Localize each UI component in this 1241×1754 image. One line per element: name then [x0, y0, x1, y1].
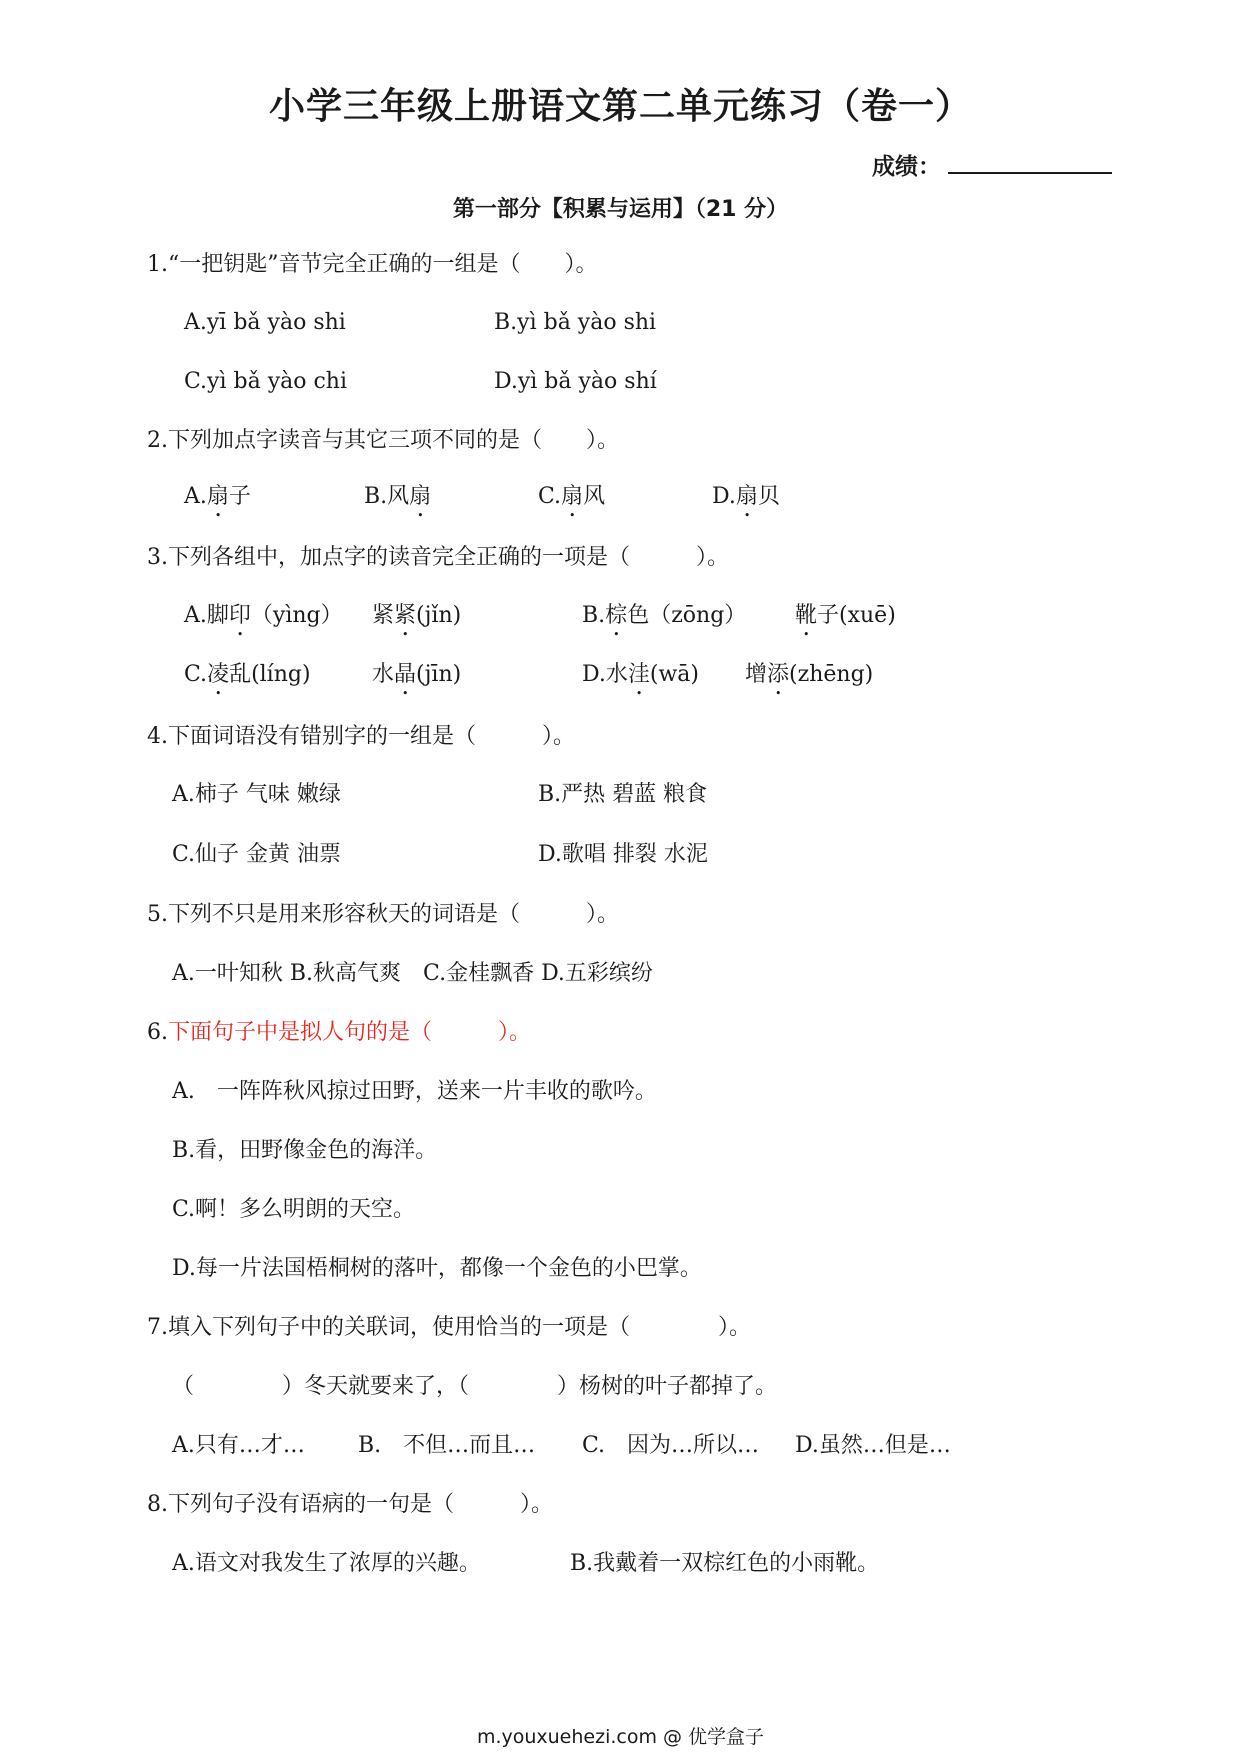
question-4-option-a: A.柿子 气味 嫩绿 — [172, 782, 341, 807]
question-1-stem: 1.“一把钥匙”音节完全正确的一组是（ ）。 — [147, 252, 598, 277]
question-8-stem: 8.下列句子没有语病的一句是（ ）。 — [147, 1492, 553, 1517]
dotted-char: 扇 — [561, 484, 584, 509]
question-8-option-b: B.我戴着一双棕红色的小雨靴。 — [570, 1551, 880, 1576]
question-5-options: A.一叶知秋 B.秋高气爽 C.金桂飘香 D.五彩缤纷 — [172, 961, 653, 986]
score-label: 成绩： — [872, 154, 941, 180]
section-title: 第一部分【积累与运用】（21 分） — [452, 197, 789, 222]
question-2-option-c: C.扇风 — [538, 484, 606, 509]
question-1-option-b: B.yì bǎ yào shi — [494, 310, 657, 335]
question-7-option-b: B. 不但…而且… — [358, 1433, 536, 1458]
question-3-option-d-1: D.水洼(wā) — [582, 662, 699, 687]
dotted-char: 洼 — [627, 662, 650, 687]
footer-watermark: m.youxuehezi.com @ 优学盒子 — [476, 1726, 765, 1748]
question-1-option-d: D.yì bǎ yào shí — [494, 369, 657, 394]
question-3-option-c-2: 水晶(jīn) — [372, 662, 462, 687]
question-4-option-d: D.歌唱 排裂 水泥 — [538, 842, 708, 867]
dotted-char: 扇 — [206, 484, 229, 509]
question-6-stem: 6.下面句子中是拟人句的是（ ）。 — [147, 1020, 532, 1045]
dotted-char: 棕 — [605, 603, 628, 628]
dotted-char: 扇 — [735, 484, 758, 509]
page-title: 小学三年级上册语文第二单元练习（卷一） — [268, 86, 972, 127]
question-4-option-c: C.仙子 金黄 油票 — [172, 842, 342, 867]
question-3-option-a-1: A.脚印（yìng） — [184, 603, 343, 628]
question-7-option-d: D.虽然…但是… — [795, 1433, 951, 1458]
question-3-option-a-2: 紧紧(jǐn) — [372, 603, 462, 628]
question-7-option-c: C. 因为…所以… — [582, 1433, 760, 1458]
question-6-option-a: A. 一阵阵秋风掠过田野，送来一片丰收的歌吟。 — [172, 1079, 657, 1104]
question-4-option-b: B.严热 碧蓝 粮食 — [538, 782, 708, 807]
dotted-char: 靴 — [795, 603, 818, 628]
question-6-option-c: C.啊！多么明朗的天空。 — [172, 1197, 416, 1222]
question-2-option-d: D.扇贝 — [712, 484, 780, 509]
dotted-char: 印 — [228, 603, 251, 628]
dotted-char: 添 — [767, 662, 790, 687]
question-6-option-d: D.每一片法国梧桐树的落叶，都像一个金色的小巴掌。 — [172, 1256, 702, 1281]
highlighted-text: 下面句子中是拟人句的是（ ）。 — [168, 1020, 532, 1045]
question-3-option-d-2: 增添(zhēng) — [745, 662, 874, 687]
question-2-stem: 2.下列加点字读音与其它三项不同的是（ ）。 — [147, 428, 619, 453]
question-3-option-b-1: B.棕色（zōng） — [582, 603, 747, 628]
question-3-option-c-1: C.凌乱(líng) — [184, 662, 311, 687]
question-4-stem: 4.下面词语没有错别字的一组是（ ）。 — [147, 724, 575, 749]
dotted-char: 紧 — [394, 603, 417, 628]
question-8-option-a: A.语文对我发生了浓厚的兴趣。 — [172, 1551, 481, 1576]
question-3-option-b-2: 靴子(xuē) — [795, 603, 896, 628]
dotted-char: 凌 — [207, 662, 230, 687]
question-1-option-c: C.yì bǎ yào chi — [184, 369, 348, 394]
question-6-option-b: B.看，田野像金色的海洋。 — [172, 1138, 438, 1163]
question-1-option-a: A.yī bǎ yào shi — [184, 310, 346, 335]
question-2-option-b: B.风扇 — [364, 484, 432, 509]
question-5-stem: 5.下列不只是用来形容秋天的词语是（ ）。 — [147, 902, 619, 927]
question-7-option-a: A.只有…才… — [172, 1433, 305, 1458]
question-7-stem: 7.填入下列句子中的关联词，使用恰当的一项是（ ）。 — [147, 1315, 751, 1340]
score-blank-line[interactable] — [948, 172, 1112, 174]
question-2-option-a: A.扇子 — [184, 484, 251, 509]
dotted-char: 扇 — [409, 484, 432, 509]
dotted-char: 晶 — [394, 662, 417, 687]
question-3-stem: 3.下列各组中，加点字的读音完全正确的一项是（ ）。 — [147, 545, 729, 570]
question-7-sentence: （ ）冬天就要来了，（ ）杨树的叶子都掉了。 — [172, 1374, 778, 1399]
